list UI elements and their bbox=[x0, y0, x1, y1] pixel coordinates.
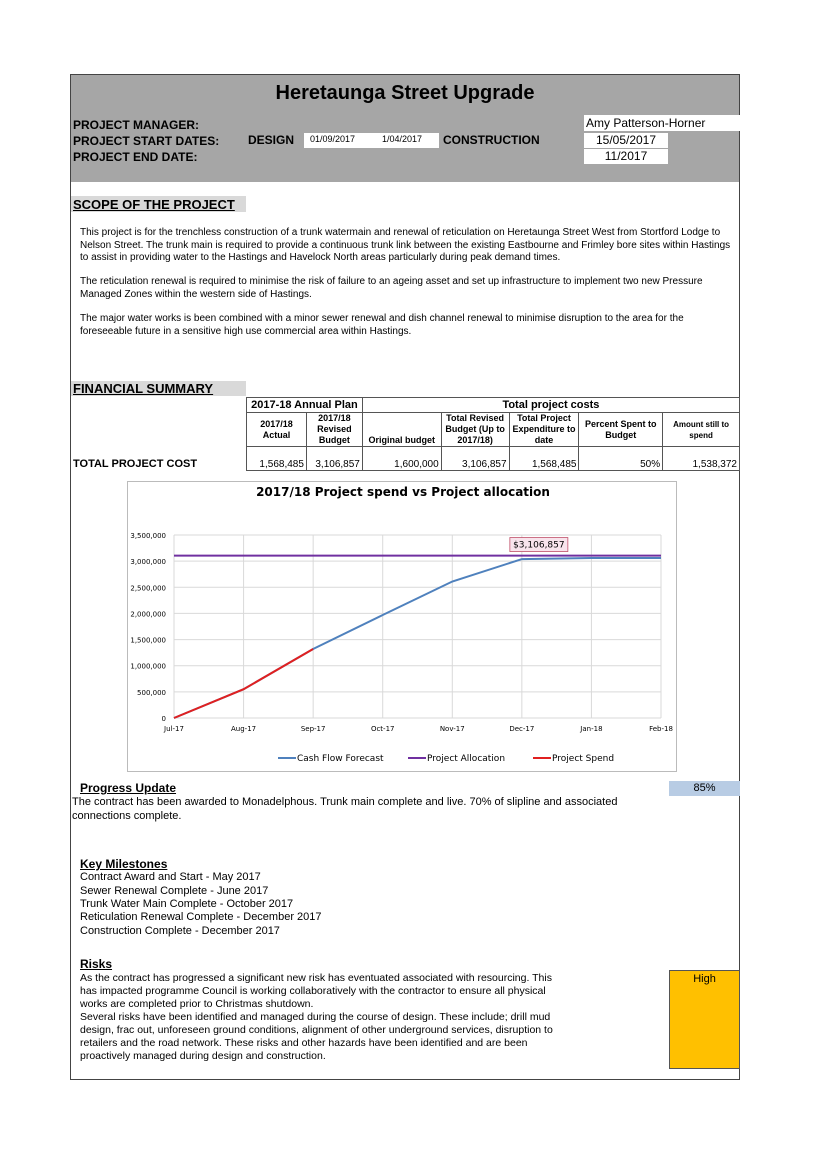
value-actual: 1,568,485 bbox=[247, 447, 307, 471]
project-manager-label: PROJECT MANAGER: bbox=[73, 118, 200, 132]
risk-line: As the contract has progressed a significant new risk has eventuated associated with resourcing. This bbox=[80, 972, 552, 984]
col-total-revised: Total Revised Budget (Up to 2017/18) bbox=[441, 413, 509, 447]
risk-line: retailers and the road network. These risks and other hazards have been identified and are been bbox=[80, 1037, 528, 1049]
col-original: Original budget bbox=[362, 413, 441, 447]
scope-paragraph-1: This project is for the trenchless construction of a trunk watermain and renewal of reticulation on Heretaunga Street West from Stortford Lodge to Nelson Street. The trunk main is required to provide a continuous trunk link between the existing Eastbourne and Frimley bore sites within Hastings to assist in providing water to the Hastings and Havelock North areas particularly during peak demand times. bbox=[80, 227, 731, 263]
value-expenditure: 1,568,485 bbox=[509, 447, 579, 471]
milestone-item: Trunk Water Main Complete - October 2017 bbox=[80, 898, 294, 910]
progress-line-2: connections complete. bbox=[72, 810, 182, 822]
x-tick-label: Jan-18 bbox=[580, 725, 603, 733]
financial-table bbox=[246, 397, 740, 471]
value-original: 1,600,000 bbox=[362, 447, 441, 471]
y-tick-label: 500,000 bbox=[137, 688, 166, 697]
y-tick-label: 3,500,000 bbox=[130, 532, 166, 540]
col-revised: 2017/18 Revised Budget bbox=[306, 413, 362, 447]
milestone-item: Reticulation Renewal Complete - December 2017 bbox=[80, 911, 322, 923]
legend-label-cash-flow-forecast: Cash Flow Forecast bbox=[297, 754, 384, 764]
end-date-label: PROJECT END DATE: bbox=[73, 150, 198, 164]
risks-heading: Risks bbox=[80, 957, 113, 971]
y-tick-label: 1,500,000 bbox=[130, 636, 166, 645]
risk-level-cell: High bbox=[669, 970, 740, 1069]
design-label: DESIGN bbox=[248, 133, 295, 147]
financial-heading: FINANCIAL SUMMARY bbox=[73, 381, 214, 396]
spend-chart bbox=[128, 482, 678, 773]
legend-label-project-allocation: Project Allocation bbox=[427, 754, 506, 764]
construction-label: CONSTRUCTION bbox=[443, 133, 540, 147]
design-start-date: 01/09/2017 bbox=[310, 134, 356, 144]
progress-heading: Progress Update bbox=[80, 781, 177, 795]
milestone-item: Sewer Renewal Complete - June 2017 bbox=[80, 885, 269, 897]
value-total-revised: 3,106,857 bbox=[441, 447, 509, 471]
progress-line-1: The contract has been awarded to Monadelphous. Trunk main complete and live. 70% of slipline and associated bbox=[72, 796, 618, 808]
design-end-date: 1/04/2017 bbox=[382, 134, 423, 144]
x-tick-label: Jul-17 bbox=[164, 725, 184, 733]
col-remaining: Amount still to spend bbox=[663, 413, 740, 447]
risk-line: design, frac out, unforeseen ground conditions, alignment of other underground services, disruption to bbox=[80, 1024, 553, 1036]
y-tick-label: 1,000,000 bbox=[130, 662, 166, 671]
risk-line: proactively managed during design and construction. bbox=[80, 1050, 326, 1062]
annual-plan-header: 2017-18 Annual Plan bbox=[247, 398, 363, 413]
x-tick-label: Nov-17 bbox=[439, 725, 465, 733]
col-percent: Percent Spent to Budget bbox=[579, 413, 663, 447]
chart-container bbox=[127, 481, 677, 772]
risk-line: works are completed prior to Christmas shutdown. bbox=[80, 998, 314, 1010]
end-date-value: 11/2017 bbox=[584, 149, 668, 164]
value-remaining: 1,538,372 bbox=[663, 447, 740, 471]
y-tick-label: 3,000,000 bbox=[130, 558, 166, 567]
scope-paragraph-2: The reticulation renewal is required to minimise the risk of failure to an ageing asset and set up infrastructure to implement two new Pressure Managed Zones within the western side of Hastings. bbox=[80, 276, 703, 300]
construction-start-date: 15/05/2017 bbox=[584, 133, 668, 148]
x-tick-label: Feb-18 bbox=[649, 725, 673, 733]
total-project-cost-label: TOTAL PROJECT COST bbox=[73, 458, 198, 470]
page-title: Heretaunga Street Upgrade bbox=[275, 82, 535, 104]
start-dates-label: PROJECT START DATES: bbox=[73, 134, 220, 148]
total-costs-header: Total project costs bbox=[362, 398, 739, 413]
scope-paragraph-3: The major water works is been combined with a minor sewer renewal and dish channel renewal to minimise disruption to the area for the foreseeable future in a sensitive high use commercial area within Hastings. bbox=[80, 313, 684, 337]
x-tick-label: Aug-17 bbox=[231, 725, 257, 733]
annotation-label: $3,106,857 bbox=[513, 540, 565, 551]
value-revised: 3,106,857 bbox=[306, 447, 362, 471]
legend-label-project-spend: Project Spend bbox=[552, 754, 615, 764]
design-dates-cell bbox=[304, 133, 439, 148]
scope-heading: SCOPE OF THE PROJECT bbox=[73, 197, 235, 212]
milestone-item: Contract Award and Start - May 2017 bbox=[80, 871, 261, 883]
x-tick-label: Dec-17 bbox=[509, 725, 535, 733]
y-tick-label: 2,000,000 bbox=[130, 610, 166, 619]
project-manager-value: Amy Patterson-Horner bbox=[584, 115, 741, 131]
y-tick-label: 0 bbox=[161, 715, 166, 723]
col-actual: 2017/18 Actual bbox=[247, 413, 307, 447]
value-percent: 50% bbox=[579, 447, 663, 471]
x-tick-label: Oct-17 bbox=[370, 725, 395, 733]
col-expenditure: Total Project Expenditure to date bbox=[509, 413, 579, 447]
progress-percent: 85% bbox=[669, 781, 740, 796]
cash-flow-forecast-line bbox=[174, 558, 661, 718]
chart-title: 2017/18 Project spend vs Project allocation bbox=[256, 485, 550, 499]
milestones-heading: Key Milestones bbox=[80, 857, 168, 871]
risk-line: Several risks have been identified and managed during the course of design. These include; drill mud bbox=[80, 1011, 551, 1023]
y-tick-label: 2,500,000 bbox=[130, 584, 166, 593]
milestone-item: Construction Complete - December 2017 bbox=[80, 925, 280, 937]
x-tick-label: Sep-17 bbox=[300, 725, 326, 733]
risk-line: has impacted programme Council is working collaboratively with the contractor to ensure all physical bbox=[80, 985, 546, 997]
